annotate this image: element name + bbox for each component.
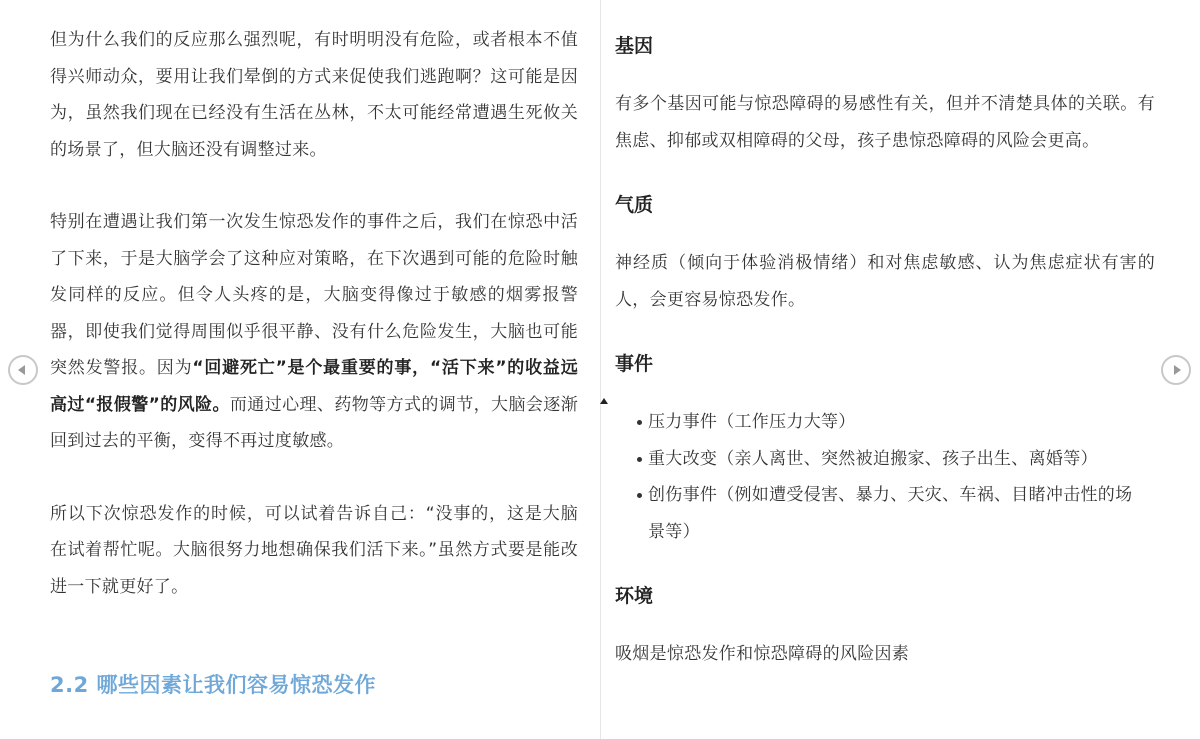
- next-page-button[interactable]: [1161, 355, 1191, 385]
- paragraph-text: 特别在遭遇让我们第一次发生惊恐发作的事件之后，我们在惊恐中活了下来，于是大脑学会了这种应对策略，在下次遇到可能的危险时触发同样的反应。但令人头疼的是，大脑变得像过于敏感的烟雾报警器，即使我们觉得周围似乎很平静、没有什么危险发生，大脑也可能突然发警报。因为: [50, 212, 578, 378]
- heading-events: 事件: [615, 353, 654, 375]
- heading-environment: 环境: [615, 585, 654, 607]
- paragraph-environment: 吸烟是惊恐发作和惊恐障碍的风险因素: [615, 644, 910, 664]
- list-item: 压力事件（工作压力大等）: [635, 404, 1138, 441]
- paragraph-temperament: 神经质（倾向于体验消极情绪）和对焦虑敏感、认为焦虑症状有害的人，会更容易惊恐发作。: [615, 253, 1155, 310]
- column-divider: [600, 0, 601, 739]
- bold-emphasis: “回避死亡”是个最重要的事，“活下来”的收益远高过“报假警”的风险。: [50, 358, 578, 415]
- paragraph-genes: 有多个基因可能与惊恐障碍的易感性有关，但并不清楚具体的关联。有焦虑、抑郁或双相障碍的父母，孩子患惊恐障碍的风险会更高。: [615, 94, 1155, 151]
- list-item: 重大改变（亲人离世、突然被迫搬家、孩子出生、离婚等）: [635, 441, 1138, 478]
- paragraph-next-time: 所以下次惊恐发作的时候，可以试着告诉自己：“没事的，这是大脑在试着帮忙呢。大脑很努力地想确保我们活下来。”虽然方式要是能改进一下就更好了。: [50, 503, 578, 597]
- heading-temperament: 气质: [615, 194, 654, 216]
- chevron-right-icon: [1174, 365, 1181, 375]
- collapse-triangle-icon: [600, 398, 608, 404]
- heading-genes: 基因: [615, 35, 654, 57]
- paragraph-text: 而通过心理、药物等方式的调节，大脑会逐渐回到过去的平衡，变得不再过度敏感。: [50, 394, 578, 451]
- left-column: [50, 22, 578, 699]
- section-heading: 2.2 哪些因素让我们容易惊恐发作: [50, 673, 377, 697]
- events-list: [615, 404, 1155, 550]
- paragraph-reaction: 但为什么我们的反应那么强烈呢，有时明明没有危险，或者根本不值得兴师动众，要用让我们晕倒的方式来促使我们逃跑啊？这可能是因为，虽然我们现在已经没有生活在丛林，不太可能经常遭遇生死攸关的场景了，但大脑还没有调整过来。: [50, 30, 578, 160]
- paragraph-brain-learning: [50, 204, 578, 460]
- chevron-left-icon: [18, 365, 25, 375]
- previous-page-button[interactable]: [8, 355, 38, 385]
- list-item: 创伤事件（例如遭受侵害、暴力、天灾、车祸、目睹冲击性的场景等）: [635, 477, 1138, 550]
- right-column: [615, 28, 1155, 673]
